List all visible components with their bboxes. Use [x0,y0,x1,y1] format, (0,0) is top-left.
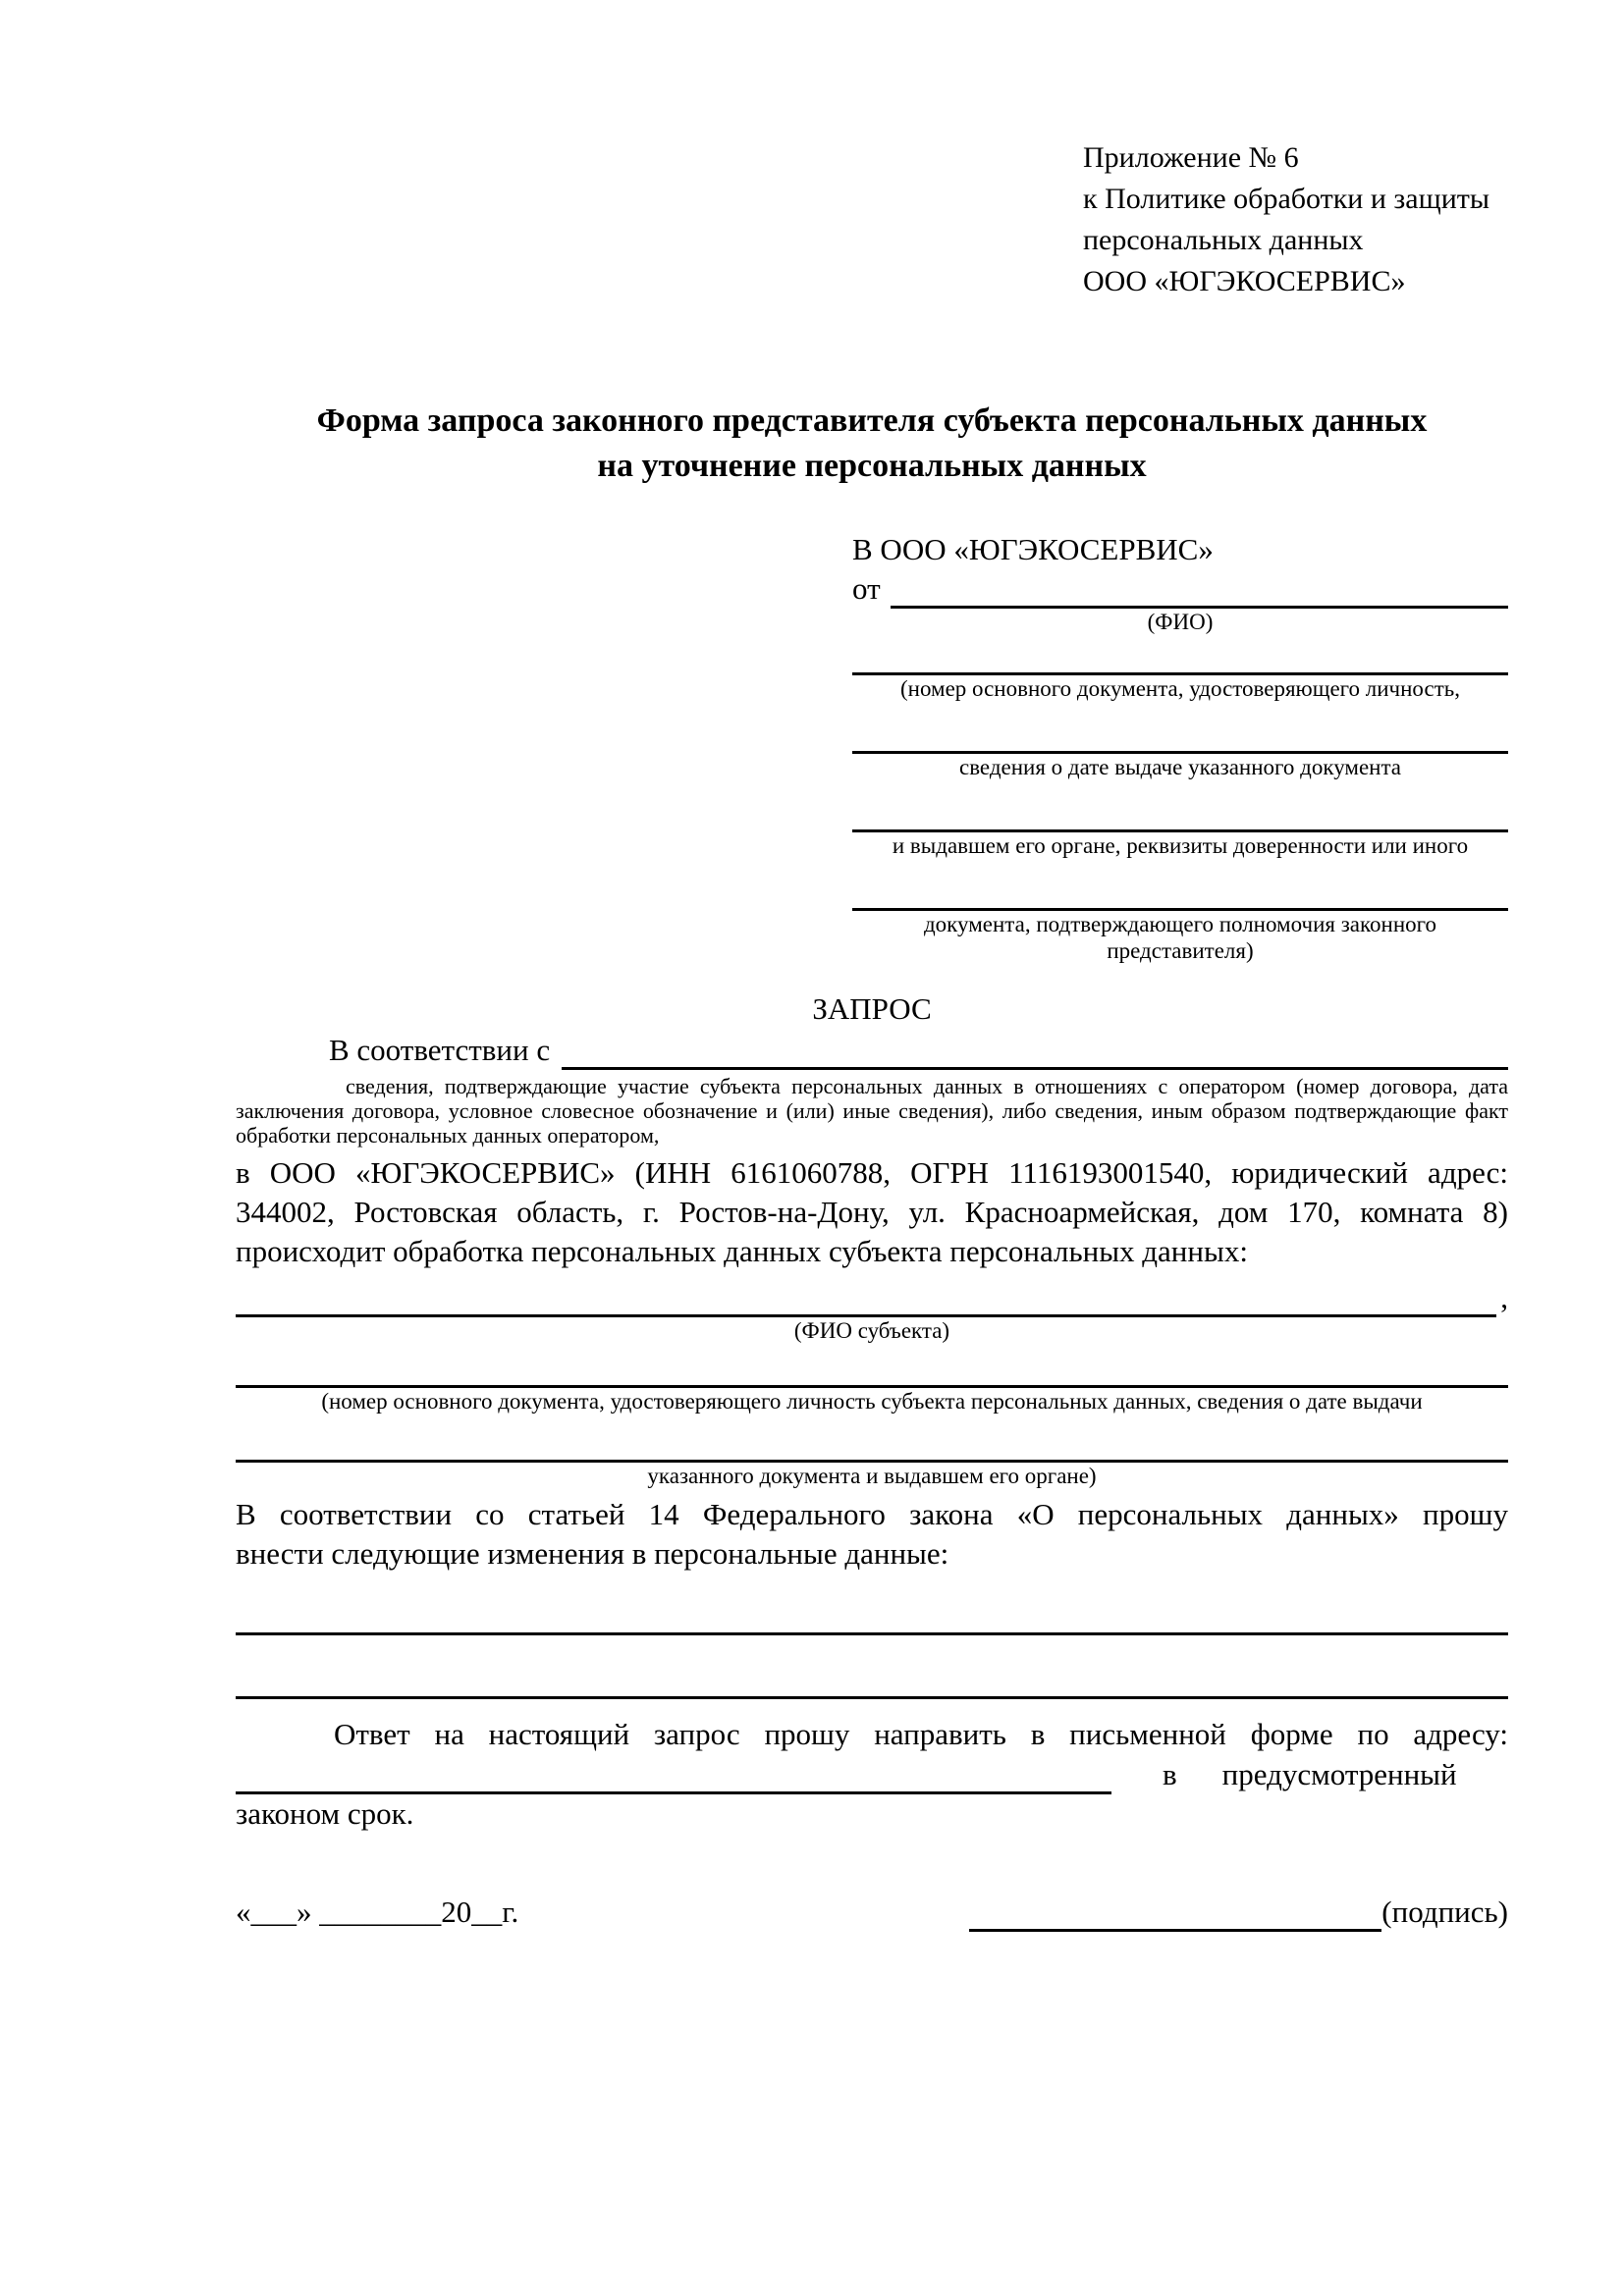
address-blank-line [236,1754,1111,1794]
blank-field-line [852,702,1508,754]
fine-print-block [236,1074,1508,1148]
subject-fio-blank-line [236,1275,1496,1317]
signature-caption: (подпись) [1381,1895,1508,1929]
blank-field-line [236,1415,1508,1463]
intro-blank-line [562,1067,1508,1070]
subject-doc-caption: указанного документа и выдавшем его органе) [647,1464,1097,1488]
request-heading: ЗАПРОС [812,991,932,1026]
changes-blank-line [236,1574,1508,1635]
reply-tail-word: в [1163,1757,1177,1791]
fine-print-line: сведения, подтверждающие участие субъекта персональных данных в отношениях с оператором (номер договора, дата [346,1074,1508,1098]
fio-caption: (ФИО) [1147,610,1214,634]
reply-line: законом срок. [236,1796,414,1831]
operator-line: в ООО «ЮГЭКОСЕРВИС» (ИНН 6161060788, ОГРН 1116193001540, юридический адрес: [236,1155,1508,1190]
addressee-organization: В ООО «ЮГЭКОСЕРВИС» [852,532,1214,566]
from-label: от [852,571,881,606]
subject-doc-caption: (номер основного документа, удостоверяющего личность субъекта персональных данных, сведения о дате выдачи [321,1389,1423,1414]
form-title [236,399,1508,489]
blank-field-line [236,1344,1508,1388]
reply-tail-word: предусмотренный [1221,1757,1457,1791]
signature-blank-line [969,1894,1381,1932]
fine-print-line: заключения договора, условное словесное обозначение и (или) иные сведения), либо сведения, иным образом подтверждающие факт [236,1098,1508,1123]
operator-line: 344002, Ростовская область, г. Ростов-на-Дону, ул. Красноармейская, дом 170, комната 8) [236,1195,1508,1229]
annex-line: к Политике обработки и защиты [1083,183,1490,215]
field-caption: документа, подтверждающего полномочия законного представителя) [923,912,1436,963]
changes-blank-line [236,1635,1508,1699]
blank-field-line [852,780,1508,832]
intro-label: В соответствии с [329,1033,551,1067]
field-caption: сведения о дате выдаче указанного документа [958,755,1402,779]
annex-line: Приложение № 6 [1083,141,1299,174]
reply-line: Ответ на настоящий запрос прошу направить в письменной форме по адресу: [334,1717,1508,1751]
form-title-line: на уточнение персональных данных [597,448,1147,484]
annex-line: персональных данных [1083,224,1364,256]
law-line: внести следующие изменения в персональные данные: [236,1536,949,1571]
date-signature-row [236,1893,1508,1932]
blank-field-line [852,635,1508,675]
subject-fio-caption: (ФИО субъекта) [793,1318,950,1343]
addressee-block [852,530,1508,964]
reply-address-row [236,1754,1508,1794]
fine-print-line: обработки персональных данных оператором, [236,1123,660,1148]
reply-paragraph [236,1715,1508,1834]
annex-line: ООО «ЮГЭКОСЕРВИС» [1083,265,1406,297]
form-title-line: Форма запроса законного представителя субъекта персональных данных [316,402,1428,439]
comma: , [1500,1280,1508,1314]
from-row [852,569,1508,609]
law-paragraph [236,1495,1508,1574]
operator-line: происходит обработка персональных данных субъекта персональных данных: [236,1234,1248,1268]
field-caption: (номер основного документа, удостоверяющего личность, [899,676,1460,701]
subject-fio-row [236,1275,1508,1317]
intro-row [236,1031,1508,1070]
blank-field-line [852,859,1508,911]
annex-header [1083,137,1508,302]
law-line: В соответствии со статьей 14 Федерального закона «О персональных данных» прошу [236,1497,1508,1531]
operator-paragraph [236,1153,1508,1271]
field-caption: и выдавшем его органе, реквизиты доверенности или иного [892,833,1469,858]
date-placeholder: «___» ________20__г. [236,1895,519,1929]
